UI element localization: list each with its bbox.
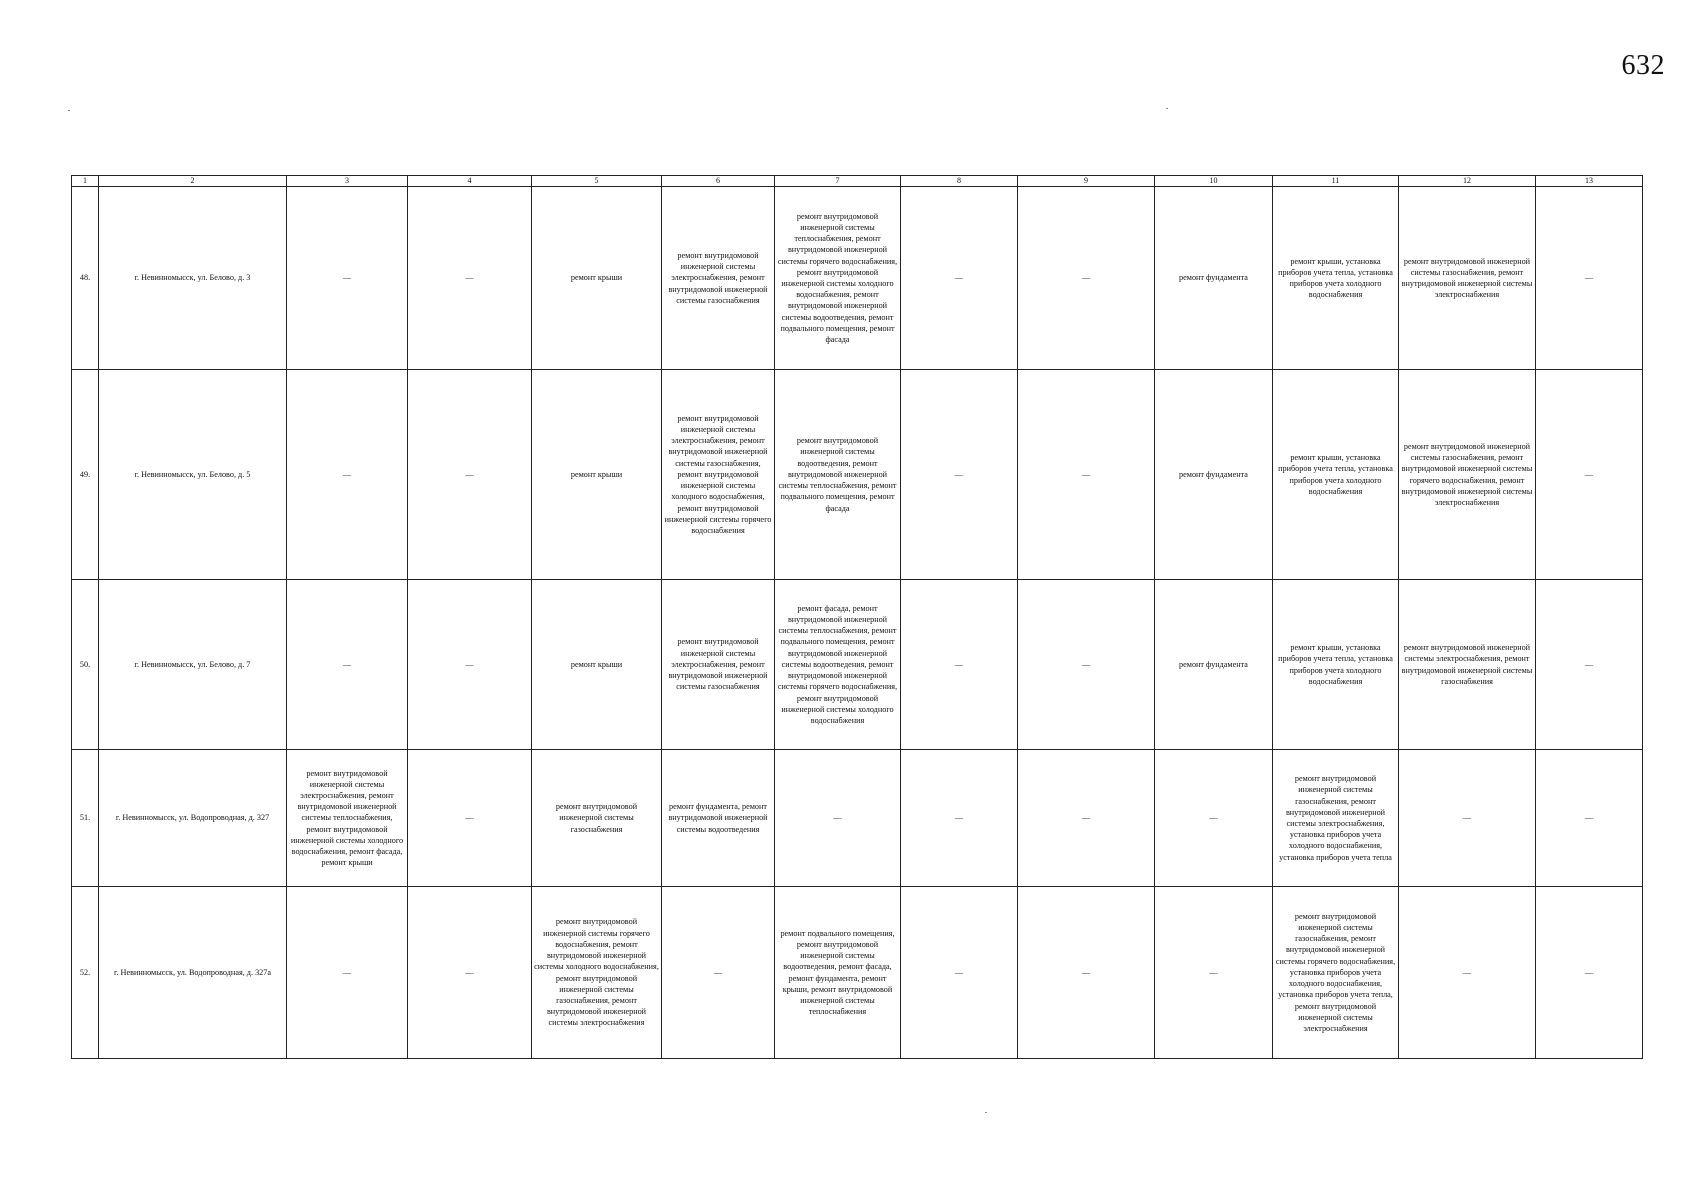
works-cell-c6	[662, 370, 775, 580]
column-header: 13	[1536, 176, 1643, 187]
works-cell-c11	[1273, 370, 1399, 580]
works-cell-c12	[1399, 187, 1536, 370]
works-cell-c7	[775, 187, 901, 370]
column-header: 2	[99, 176, 287, 187]
scan-speck	[985, 1112, 987, 1113]
empty-cell-c4	[408, 187, 532, 370]
table-row	[72, 187, 1643, 370]
works-text: ремонт внутридомовой инженерной системы газоснабжения, ремонт внутридомовой инженерной системы горячего водоснабжения, ремонт внутридомовой инженерной системы электроснабжения	[1401, 441, 1533, 507]
empty-cell-c9	[1018, 750, 1155, 887]
empty-cell-c8	[901, 580, 1018, 750]
address-cell: г. Невинномысск, ул. Водопроводная, д. 327	[99, 750, 287, 887]
column-header: 8	[901, 176, 1018, 187]
empty-cell-c3	[287, 580, 408, 750]
works-text: ремонт внутридомовой инженерной системы теплоснабжения, ремонт внутридомовой инженерной системы горячего водоснабжения, ремонт внутридомовой инженерной системы холодного водоснабжения, ремонт внутридомовой инженерной системы водоотведения, ремонт подвального помещения, ремонт фасада	[777, 211, 898, 345]
dash-text: —	[342, 659, 352, 669]
empty-cell-c10	[1155, 750, 1273, 887]
works-text: ремонт крыши	[570, 659, 623, 669]
empty-cell-c3	[287, 887, 408, 1059]
dash-text: —	[1462, 967, 1472, 977]
works-cell-c5	[532, 370, 662, 580]
works-cell-c10	[1155, 370, 1273, 580]
dash-text: —	[954, 469, 964, 479]
dash-text: —	[465, 273, 474, 283]
dash-text: —	[954, 813, 964, 823]
works-cell-c6	[662, 187, 775, 370]
works-cell-c10	[1155, 580, 1273, 750]
works-text: ремонт крыши	[570, 469, 623, 479]
empty-cell-c9	[1018, 187, 1155, 370]
works-text: ремонт внутридомовой инженерной системы электроснабжения, ремонт внутридомовой инженерной системы газоснабжения	[668, 250, 768, 305]
row-number: 52.	[72, 887, 99, 1059]
empty-cell-c13	[1536, 887, 1643, 1059]
address-cell: г. Невинномысск, ул. Водопроводная, д. 327а	[99, 887, 287, 1059]
dash-text: —	[1209, 967, 1218, 977]
empty-cell-c6	[662, 887, 775, 1059]
column-header: 9	[1018, 176, 1155, 187]
dash-text: —	[465, 659, 474, 669]
dash-text: —	[954, 659, 964, 669]
works-text: ремонт внутридомовой инженерной системы водоотведения, ремонт внутридомовой инженерной системы теплоснабжения, ремонт подвального помещения, ремонт фасада	[778, 436, 897, 513]
column-header: 3	[287, 176, 408, 187]
empty-cell-c9	[1018, 370, 1155, 580]
works-cell-c11	[1273, 187, 1399, 370]
works-text: ремонт внутридомовой инженерной системы газоснабжения, ремонт внутридомовой инженерной системы горячего водоснабжения, установка приборов учета холодного водоснабжения, установка приборов учета тепла, ремонт внутридомовой инженерной системы электроснабжения	[1275, 911, 1396, 1033]
row-number: 48.	[72, 187, 99, 370]
address-cell: г. Невинномысск, ул. Белово, д. 5	[99, 370, 287, 580]
works-text: ремонт фундамента	[1179, 659, 1248, 669]
works-text: ремонт внутридомовой инженерной системы горячего водоснабжения, ремонт внутридомовой инженерной системы холодного водоснабжения, ремонт внутридомовой инженерной системы газоснабжения, ремонт внутридомовой инженерной системы электроснабжения	[534, 917, 659, 1028]
dash-text: —	[1584, 659, 1594, 669]
works-cell-c5	[532, 887, 662, 1059]
empty-cell-c3	[287, 370, 408, 580]
dash-text: —	[954, 967, 964, 977]
empty-cell-c13	[1536, 580, 1643, 750]
dash-text: —	[713, 967, 723, 977]
repair-schedule-table	[71, 175, 1643, 1059]
works-text: ремонт подвального помещения, ремонт внутридомовой инженерной системы водоотведения, ремонт фасада, ремонт фундамента, ремонт крыши, ремонт внутридомовой инженерной системы теплоснабжения	[780, 928, 895, 1017]
table-row	[72, 370, 1643, 580]
empty-cell-c10	[1155, 887, 1273, 1059]
works-text: ремонт крыши, установка приборов учета тепла, установка приборов учета холодного водоснабжения	[1278, 453, 1393, 496]
column-header: 11	[1273, 176, 1399, 187]
empty-cell-c8	[901, 370, 1018, 580]
works-cell-c7	[775, 887, 901, 1059]
works-cell-c6	[662, 750, 775, 887]
column-header: 7	[775, 176, 901, 187]
works-text: ремонт внутридомовой инженерной системы электроснабжения, ремонт внутридомовой инженерной системы теплоснабжения, ремонт внутридомовой инженерной системы холодного водоснабжения, ремонт фасада, ремонт крыши	[290, 768, 404, 868]
column-header: 4	[408, 176, 532, 187]
works-text: ремонт внутридомовой инженерной системы газоснабжения, ремонт внутридомовой инженерной системы электроснабжения, установка приборов учета холодного водоснабжения, установка приборов учета тепла	[1279, 774, 1392, 862]
empty-cell-c13	[1536, 187, 1643, 370]
works-cell-c7	[775, 580, 901, 750]
empty-cell-c4	[408, 887, 532, 1059]
row-number: 49.	[72, 370, 99, 580]
empty-cell-c13	[1536, 750, 1643, 887]
works-text: ремонт фундамента, ремонт внутридомовой инженерной системы водоотведения	[668, 802, 768, 834]
dash-text: —	[1081, 469, 1091, 479]
empty-cell-c9	[1018, 887, 1155, 1059]
dash-text: —	[465, 469, 474, 479]
works-text: ремонт внутридомовой инженерной системы электроснабжения, ремонт внутридомовой инженерной системы газоснабжения, ремонт внутридомовой инженерной системы холодного водоснабжения, ремонт внутридомовой инженерной системы горячего водоснабжения	[664, 413, 772, 535]
works-cell-c6	[662, 580, 775, 750]
works-text: ремонт фасада, ремонт внутридомовой инженерной системы теплоснабжения, ремонт подвального помещения, ремонт внутридомовой инженерной системы водоотведения, ремонт внутридомовой инженерной системы горячего водоснабжения, ремонт внутридомовой инженерной системы холодного водоснабжения	[777, 603, 898, 725]
works-cell-c5	[532, 750, 662, 887]
dash-text: —	[954, 273, 964, 283]
works-cell-c12	[1399, 370, 1536, 580]
works-cell-c7	[775, 370, 901, 580]
empty-cell-c3	[287, 187, 408, 370]
dash-text: —	[1584, 967, 1594, 977]
works-text: ремонт фундамента	[1179, 469, 1248, 479]
dash-text: —	[465, 967, 474, 977]
empty-cell-c13	[1536, 370, 1643, 580]
works-text: ремонт внутридомовой инженерной системы газоснабжения	[555, 802, 638, 834]
table-row	[72, 887, 1643, 1059]
empty-cell-c4	[408, 750, 532, 887]
dash-text: —	[1081, 273, 1091, 283]
column-header: 5	[532, 176, 662, 187]
column-header: 6	[662, 176, 775, 187]
empty-cell-c9	[1018, 580, 1155, 750]
address-cell: г. Невинномысск, ул. Белово, д. 7	[99, 580, 287, 750]
row-number: 51.	[72, 750, 99, 887]
works-cell-c11	[1273, 750, 1399, 887]
dash-text: —	[833, 813, 842, 823]
empty-cell-c12	[1399, 887, 1536, 1059]
scan-speck	[68, 110, 70, 111]
dash-text: —	[342, 273, 352, 283]
works-text: ремонт фундамента	[1179, 273, 1248, 283]
dash-text: —	[1462, 813, 1472, 823]
empty-cell-c4	[408, 580, 532, 750]
empty-cell-c4	[408, 370, 532, 580]
dash-text: —	[342, 469, 352, 479]
dash-text: —	[342, 967, 352, 977]
dash-text: —	[1081, 967, 1091, 977]
works-text: ремонт крыши, установка приборов учета тепла, установка приборов учета холодного водоснабжения	[1278, 643, 1393, 686]
works-cell-c11	[1273, 887, 1399, 1059]
empty-cell-c8	[901, 887, 1018, 1059]
dash-text: —	[465, 813, 474, 823]
column-header: 12	[1399, 176, 1536, 187]
scan-speck	[1166, 108, 1168, 109]
table-row	[72, 580, 1643, 750]
works-cell-c11	[1273, 580, 1399, 750]
dash-text: —	[1584, 813, 1594, 823]
row-number: 50.	[72, 580, 99, 750]
works-text: ремонт крыши, установка приборов учета тепла, установка приборов учета холодного водоснабжения	[1278, 256, 1393, 300]
works-text: ремонт крыши	[570, 273, 623, 283]
works-text: ремонт внутридомовой инженерной системы электроснабжения, ремонт внутридомовой инженерной системы газоснабжения	[668, 637, 768, 692]
dash-text: —	[1081, 813, 1091, 823]
works-cell-c3	[287, 750, 408, 887]
works-text: ремонт внутридомовой инженерной системы газоснабжения, ремонт внутридомовой инженерной системы электроснабжения	[1401, 256, 1533, 300]
column-header: 1	[72, 176, 99, 187]
works-text: ремонт внутридомовой инженерной системы электроснабжения, ремонт внутридомовой инженерной системы газоснабжения	[1401, 643, 1533, 686]
page-number: 632	[1621, 50, 1665, 81]
works-cell-c5	[532, 187, 662, 370]
dash-text: —	[1209, 813, 1218, 823]
column-header: 10	[1155, 176, 1273, 187]
column-number-row	[72, 176, 1643, 187]
works-cell-c10	[1155, 187, 1273, 370]
dash-text: —	[1081, 659, 1091, 669]
address-cell: г. Невинномысск, ул. Белово, д. 3	[99, 187, 287, 370]
empty-cell-c8	[901, 750, 1018, 887]
empty-cell-c12	[1399, 750, 1536, 887]
empty-cell-c8	[901, 187, 1018, 370]
dash-text: —	[1584, 469, 1594, 479]
table-row	[72, 750, 1643, 887]
empty-cell-c7	[775, 750, 901, 887]
works-cell-c5	[532, 580, 662, 750]
dash-text: —	[1584, 273, 1594, 283]
works-cell-c12	[1399, 580, 1536, 750]
